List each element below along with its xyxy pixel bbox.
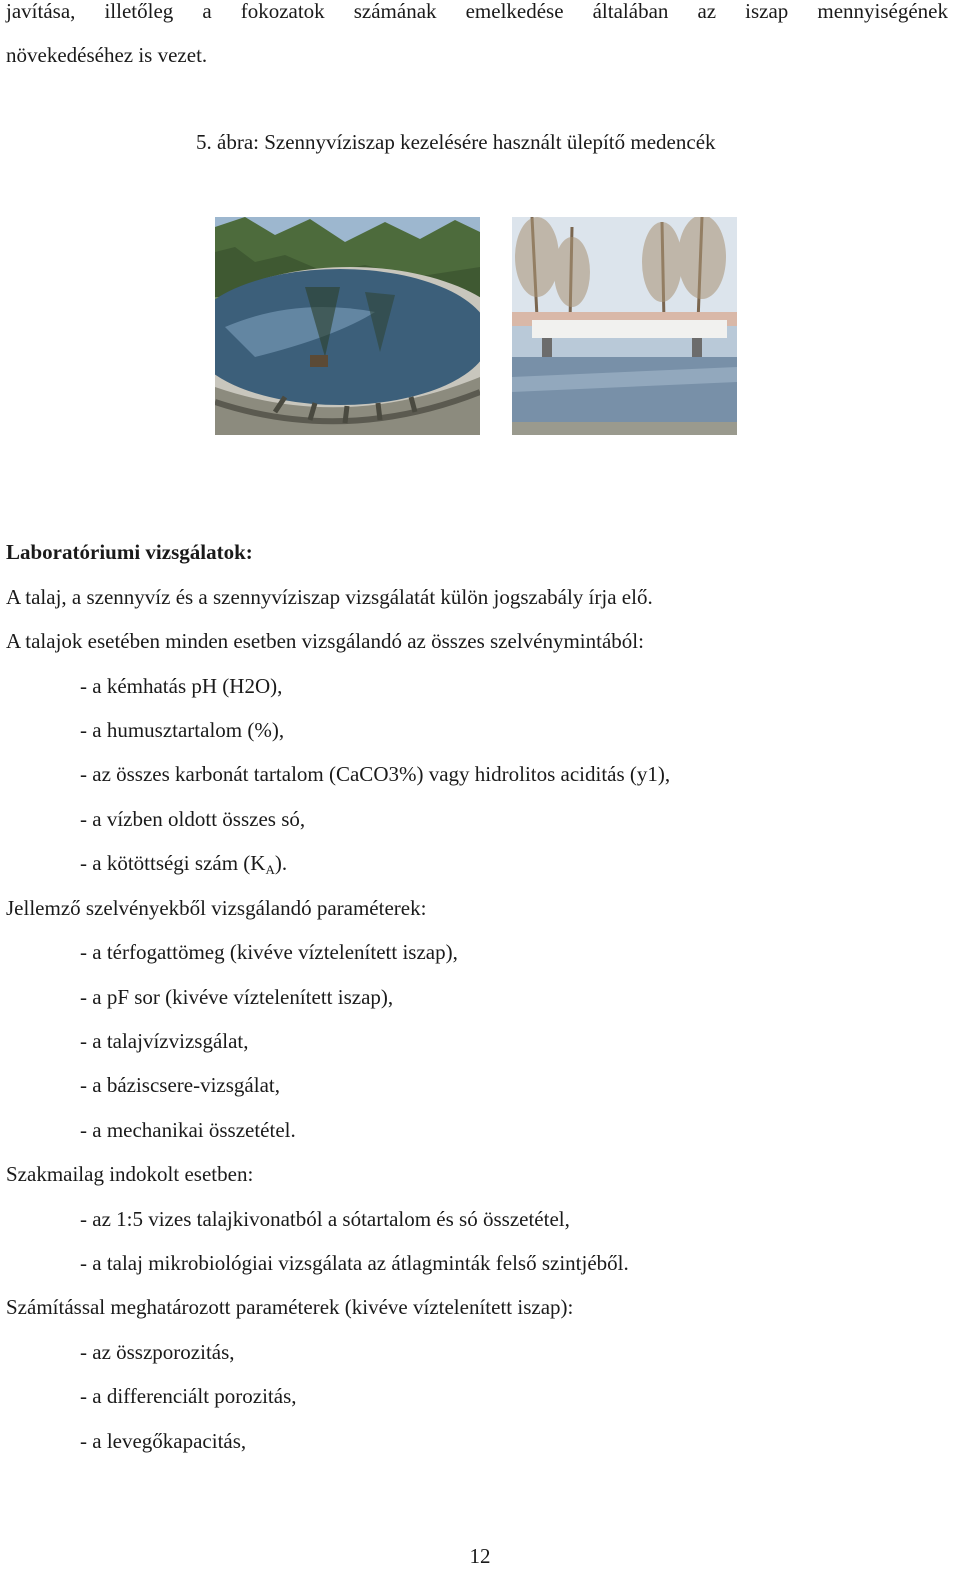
list-item: - a humusztartalom (%), <box>80 718 285 742</box>
list-item: - az összes karbonát tartalom (CaCO3%) vagy hidrolitos aciditás (y1), <box>80 762 671 786</box>
lab-paragraph-2: A talajok esetében minden esetben vizsgálandó az összes szelvénymintából: <box>6 629 644 653</box>
settling-tank-photo-2 <box>512 217 737 435</box>
list-item: - a mechanikai összetétel. <box>80 1118 296 1142</box>
list-item: - a vízben oldott összes só, <box>80 807 306 831</box>
lab-paragraph-3: Jellemző szelvényekből vizsgálandó paraméterek: <box>6 896 427 920</box>
figure-caption: 5. ábra: Szennyvíziszap kezelésére használt ülepítő medencék <box>196 130 716 154</box>
list-item: - a báziscsere-vizsgálat, <box>80 1073 280 1097</box>
list-item: - a pF sor (kivéve víztelenített iszap), <box>80 985 394 1009</box>
lab-paragraph-1: A talaj, a szennyvíz és a szennyvíziszap vizsgálatát külön jogszabály írja elő. <box>6 585 653 609</box>
list-item: - a kémhatás pH (H2O), <box>80 674 283 698</box>
list-item: - a levegőkapacitás, <box>80 1429 247 1453</box>
list-item: - a differenciált porozitás, <box>80 1384 297 1408</box>
kotottseg-subscript: A <box>265 862 275 877</box>
list-item: - a talaj mikrobiológiai vizsgálata az átlagminták felső szintjéből. <box>80 1251 629 1275</box>
list-item: - az 1:5 vizes talajkivonatból a sótartalom és só összetétel, <box>80 1207 570 1231</box>
lab-paragraph-5: Számítással meghatározott paraméterek (kivéve víztelenített iszap): <box>6 1295 574 1319</box>
list-item: - a talajvízvizsgálat, <box>80 1029 249 1053</box>
kotottseg-text: - a kötöttségi szám (K <box>80 851 266 875</box>
list-item: - az összporozitás, <box>80 1340 235 1364</box>
lab-heading: Laboratóriumi vizsgálatok: <box>6 540 253 564</box>
list-item-kotottseg <box>80 849 287 884</box>
intro-line-2: növekedéséhez is vezet. <box>6 43 208 67</box>
lab-paragraph-4: Szakmailag indokolt esetben: <box>6 1162 254 1186</box>
list-item: - a térfogattömeg (kivéve víztelenített iszap), <box>80 940 458 964</box>
page-number: 12 <box>469 1544 491 1568</box>
intro-line-1: javítása, illetőleg a fokozatok számának emelkedése általában az iszap mennyiségének <box>6 0 948 23</box>
settling-tank-photo-1 <box>215 217 480 435</box>
kotottseg-suffix: ). <box>274 851 288 875</box>
